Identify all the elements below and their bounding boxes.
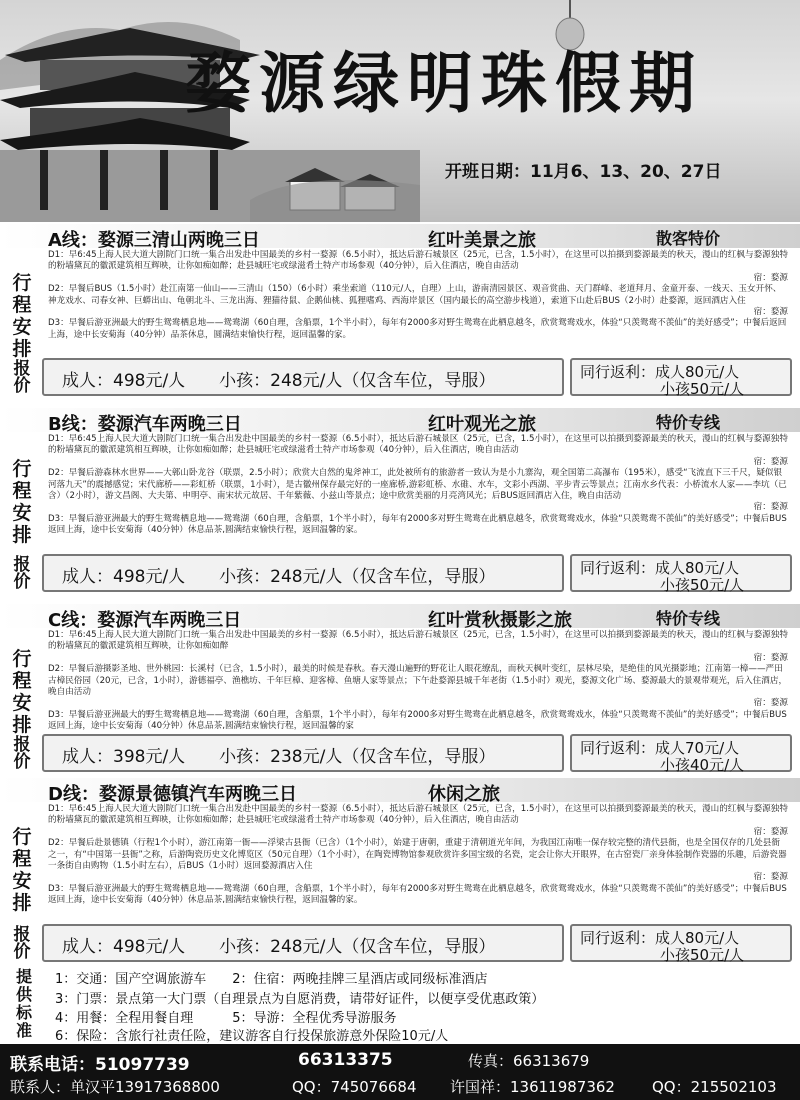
day-item: D1：早6:45上海人民大道大剧院门口统一集合出发赴中国最美的乡村一婺源（6.5小时），抵达后游石城景区（25元，已含，1.5小时），在这里可以拍摄到婺源最美的秋天，漫山的红枫与婺源独特的粉墙黛瓦的徽派建筑相互辉映，让你如痴如醉 宿：婺源	[48, 630, 788, 663]
price-label: 报价	[13, 925, 31, 962]
route-header	[0, 408, 800, 435]
price-box	[42, 734, 564, 772]
departure-dates: 开班日期：11月6、13、20、27日	[445, 162, 722, 182]
rebate-child: 小孩50元/人	[660, 576, 745, 594]
day-item: D2：早餐后游森林水世界——大鄣山卧龙谷（联票，2.5小时）；欣赏大自然的鬼斧神工，此处被所有的旅游者一致认为是小九寨沟，观全国第二高瀑布（195米），感受“飞流直下三千尺，疑似银河落九天”的震撼感觉；宋代廊桥——彩虹桥（联票，1小时），是古徽州保存最完好的一座廊桥,游彩虹桥、水碓、水车，文彩小西湖、平步青云等景点；江南水乡代表：小桥流水人家——李坑（已含）（2小时），游文昌阁、大夫第、申明亭、南宋状元故居、千年紫薇、小兹山等景点；途中欣赏美丽的月亮湾风光；后BUS返回酒店入住，晚自由活动 宿：婺源	[48, 468, 788, 513]
page-title: 婺源绿明珠假期	[185, 44, 703, 122]
qq-2: QQ：215502103	[652, 1078, 777, 1096]
rebate-box	[570, 554, 792, 592]
route-title: A线：婺源三清山两晚三日	[48, 230, 260, 251]
rebate-box	[570, 924, 792, 962]
itinerary	[48, 630, 788, 733]
route-badge: 特价专线	[656, 413, 721, 432]
day-item: D3：早餐后游亚洲最大的野生鸳鸯栖息地——鸳鸯湖（60自理，含船票，1个半小时），每年有2000多对野生鸳鸯在此栖息越冬，欣赏鸳鸯戏水，体验“只羡鸳鸯不羡仙”的美好感受”；中餐后BUS返回上海，途中长安菊海（40分钟）休息品茶,圆满结束愉快行程，返回温馨的家。	[48, 513, 787, 536]
rebate-child: 小孩50元/人	[660, 380, 745, 398]
day-item: D1：早6:45上海人民大道大剧院门口统一集合出发赴中国最美的乡村一婺源（6.5小时），抵达后游石城景区（25元，已含，1.5小时），在这里可以拍摄到婺源最美的秋天，漫山的红枫与婺源独特的粉墙黛瓦的徽派建筑相互辉映，让你如痴如醉；赴县城旺宅或绿滋肴土特产市场参观（40分钟），后入住酒店，晚自由活动 宿：婺源	[48, 804, 788, 837]
route-header	[0, 604, 800, 631]
itinerary	[48, 804, 788, 907]
day-item: D3：早餐后游亚洲最大的野生鸳鸯栖息地——鸳鸯湖（60自理，含船票，1个半小时），每年有2000多对野生鸳鸯在此栖息越冬，欣赏鸳鸯戏水，体验“只羡鸳鸯不羡仙”的美好感受”；中餐后返回上海，途中长安菊海（40分钟）品茶休息，圆满结束愉快行程，返回温馨的家。	[48, 318, 787, 340]
day-item: D1：早6:45上海人民大道大剧院门口统一集合出发赴中国最美的乡村一婺源（6.5小时），抵达后游石城景区（25元，已含，1.5小时），在这里可以拍摄到婺源最美的秋天，漫山的红枫与婺源独特的粉墙黛瓦的徽派建筑相互辉映，让你如痴如醉；赴县城旺宅或绿滋肴土特产市场参观（40分钟），后入住酒店，晚自由活动 宿：婺源	[48, 250, 788, 283]
header-banner	[0, 0, 800, 222]
standards-label: 提供标准	[15, 967, 32, 1040]
route-header	[0, 778, 800, 805]
route-theme: 红叶赏秋摄影之旅	[428, 610, 572, 631]
day-item: D2：早餐后赴景德镇（行程1个小时），游江南第一衙——浮梁古县衙（已含）（1个小时），始建于唐朝，重建于清朝道光年间，为我国江南唯一保存较完整的清代县衙，也是全国仅存的几处县衙之一，有“中国第一县衙”之称，后游陶瓷历史文化博览区（50元自理）（1个小时），在陶瓷博物馆参观欣赏许多国宝级的名瓷，定会让你大开眼界，在古窑瓷厂亲身体验制作瓷器的乐趣，后游瓷器一条街自由购物（1.5小时左右），后BUS（1小时）返回婺源酒店入住 宿：婺源	[48, 838, 788, 883]
route-title: B线：婺源汽车两晚三日	[48, 414, 242, 435]
rebate-adult: 同行返利：成人80元/人	[580, 929, 740, 947]
day-item: D3：早餐后游亚洲最大的野生鸳鸯栖息地——鸳鸯湖（60自理，含船票，1个半小时），每年有2000多对野生鸳鸯在此栖息越冬，欣赏鸳鸯戏水，体验“只羡鸳鸯不羡仙”的美好感受”；中餐后BUS返回上海，途中长安菊海（40分钟）休息品茶,圆满结束愉快行程，返回温馨的家	[48, 709, 787, 732]
itinerary-label: 行程安排	[12, 458, 32, 546]
route-title: D线：婺源景德镇汽车两晚三日	[48, 784, 297, 805]
day-item: D1：早6:45上海人民大道大剧院门口统一集合出发赴中国最美的乡村一婺源（6.5小时），抵达后游石城景区（25元，已含，1.5小时），在这里可以拍摄到婺源最美的秋天，漫山的红枫与婺源独特的粉墙黛瓦的徽派建筑相互辉映，让你如痴如醉；赴县城旺宅或绿滋肴土特产市场参观（40分钟），后入住酒店，晚自由活动 宿：婺源	[48, 434, 788, 467]
standard-item: 3：门票：景点第一大门票（自理景点为自愿消费，请带好证件，以便享受优惠政策）	[55, 992, 545, 1007]
route-theme: 红叶观光之旅	[428, 414, 536, 435]
phone: 联系电话：51097739	[10, 1055, 190, 1075]
price-row	[0, 924, 800, 962]
contact-1: 联系人：单汉平13917368800	[10, 1078, 220, 1096]
rebate-box	[570, 734, 792, 772]
itinerary	[48, 250, 788, 341]
rebate-child: 小孩40元/人	[660, 756, 745, 774]
rebate-adult: 同行返利：成人80元/人	[580, 363, 740, 381]
contact-footer	[0, 1044, 800, 1100]
route-badge: 特价专线	[656, 609, 721, 628]
itinerary-label: 行程安排	[12, 272, 32, 360]
price-row	[0, 734, 800, 772]
rebate-box	[570, 358, 792, 396]
itinerary-label: 行程安排	[12, 648, 32, 736]
itinerary	[48, 434, 788, 537]
fax: 传真：66313679	[468, 1052, 590, 1070]
price-label: 报价	[13, 359, 31, 396]
price-box	[42, 554, 564, 592]
phone-2: 66313375	[298, 1050, 393, 1070]
route-theme: 红叶美景之旅	[428, 230, 536, 251]
contact-2: 许国祥：13611987362	[450, 1078, 615, 1096]
price-label: 报价	[13, 555, 31, 592]
price-text: 成人：398元/人 小孩：238元/人（仅含车位，导服）	[62, 747, 496, 767]
price-box	[42, 358, 564, 396]
standard-item: 4：用餐：全程用餐自理 5：导游：全程优秀导游服务	[55, 1011, 397, 1026]
day-item: D2：早餐后游摄影圣地、世外桃园：长溪村（已含，1.5小时），最美的时候是春秋。春天漫山遍野的野花让人眼花缭乱，而秋天枫叶变红，层林尽染，是绝佳的风光摄影地；江南第一樟——严田古樟民俗园（20元，已含，1小时），游德福亭、渔樵坊、千年巨樟、迎客樟、鱼塘人家等景点；下午赴婺源县城千年老街（1.5小时）观光，婺源文化广场、婺源最大的景观带观光，后入住酒店，晚自由活动 宿：婺源	[48, 664, 788, 709]
route-badge: 散客特价	[656, 229, 721, 248]
price-text: 成人：498元/人 小孩：248元/人（仅含车位，导服）	[62, 567, 496, 587]
standard-item: 1：交通：国产空调旅游车 2：住宿：两晚挂牌三星酒店或同级标准酒店	[55, 972, 488, 987]
route-theme: 休闲之旅	[428, 784, 500, 805]
price-box	[42, 924, 564, 962]
price-label: 报价	[13, 735, 31, 772]
price-text: 成人：498元/人 小孩：248元/人（仅含车位，导服）	[62, 937, 496, 957]
rebate-child: 小孩50元/人	[660, 946, 745, 964]
rebate-adult: 同行返利：成人80元/人	[580, 559, 740, 577]
standard-item: 6：保险：含旅行社责任险，建议游客自行投保旅游意外保险10元/人	[55, 1029, 449, 1044]
price-row	[0, 554, 800, 592]
itinerary-label: 行程安排	[12, 826, 32, 914]
rebate-adult: 同行返利：成人70元/人	[580, 739, 740, 757]
route-title: C线：婺源汽车两晚三日	[48, 610, 242, 631]
price-text: 成人：498元/人 小孩：248元/人（仅含车位，导服）	[62, 371, 496, 391]
day-item: D2：早餐后BUS（1.5小时）赴江南第一仙山——三清山（150）（6小时）乘坐索道（110元/人，自理）上山，游南清园景区、观音赏曲、天门群峰、老道拜月、金童开泰、一线天、玉女开怀、神龙戏水、司春女神、巨蟒出山、龟朝北斗、三龙出海、狸猫待鼠、企鹅仙桃、狐狸嗜鸡、西海岸景区（国内最长的高空游步栈道），索道下山赴后BUS（2小时）赴婺源，返回酒店入住 宿：婺源	[48, 284, 788, 318]
qq-1: QQ：745076684	[292, 1078, 417, 1096]
price-row	[0, 358, 800, 396]
day-item: D3：早餐后游亚洲最大的野生鸳鸯栖息地——鸳鸯湖（60自理，含船票，1个半小时），每年有2000多对野生鸳鸯在此栖息越冬，欣赏鸳鸯戏水，体验“只羡鸳鸯不羡仙”的美好感受”；中餐后BUS返回上海，途中长安菊海（40分钟）休息品茶,圆满结束愉快行程，返回温馨的家。	[48, 883, 787, 906]
route-header	[0, 224, 800, 251]
